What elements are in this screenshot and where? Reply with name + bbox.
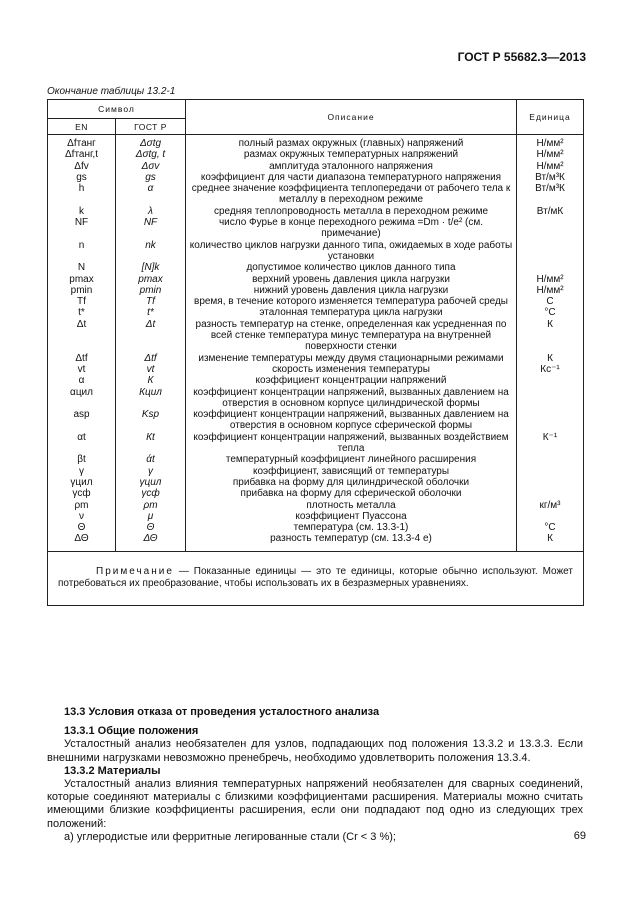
table-row xyxy=(48,432,584,455)
unit: Вт/мК xyxy=(517,206,584,217)
symbol-en: n xyxy=(48,240,116,263)
table-note xyxy=(48,551,584,605)
table-row xyxy=(48,375,584,386)
description: коэффициент концентрации напряжений, вызванных давлением на отверстия в основном корпусе сферической формы xyxy=(186,409,517,432)
description: прибавка на форму для сферической оболочки xyxy=(186,488,517,499)
table-row xyxy=(48,500,584,511)
description: эталонная температура цикла нагрузки xyxy=(186,307,517,318)
table-caption: Окончание таблицы 13.2-1 xyxy=(47,86,176,97)
table-row xyxy=(48,285,584,296)
table-row xyxy=(48,319,584,353)
description: температурный коэффициент линейного расширения xyxy=(186,454,517,465)
symbol-gost: К xyxy=(116,375,186,386)
symbol-gost: pmax xyxy=(116,274,186,285)
symbol-gost: Кt xyxy=(116,432,186,455)
description: средняя теплопроводность металла в переходном режиме xyxy=(186,206,517,217)
description: полный размах окружных (главных) напряжений xyxy=(186,135,517,150)
unit: Вт/м³К xyxy=(517,183,584,206)
unit xyxy=(517,409,584,432)
page-number: 69 xyxy=(573,830,586,842)
table-row xyxy=(48,409,584,432)
symbol-gost: Δσv xyxy=(116,161,186,172)
symbol-en: γ xyxy=(48,466,116,477)
table-row xyxy=(48,262,584,273)
table-row xyxy=(48,522,584,533)
unit: К⁻¹ xyxy=(517,432,584,455)
description: прибавка на форму для цилиндрической оболочки xyxy=(186,477,517,488)
symbol-en: ρm xyxy=(48,500,116,511)
symbol-gost: α xyxy=(116,183,186,206)
unit: Н/мм² xyxy=(517,285,584,296)
symbol-en: γцил xyxy=(48,477,116,488)
symbol-en: Θ xyxy=(48,522,116,533)
description: разность температур на стенке, определенная как усредненная по всей стенке температура минус температура на внутренней поверхности стенки xyxy=(186,319,517,353)
symbol-en: NF xyxy=(48,217,116,240)
description: число Фурье в конце переходного режима =Dm · t/e² (см. примечание) xyxy=(186,217,517,240)
symbol-en: gs xyxy=(48,172,116,183)
unit: Н/мм² xyxy=(517,135,584,150)
description: верхний уровень давления цикла нагрузки xyxy=(186,274,517,285)
table-row xyxy=(48,172,584,183)
symbol-gost: Δσtg, t xyxy=(116,149,186,160)
table-row xyxy=(48,149,584,160)
symbol-gost: NF xyxy=(116,217,186,240)
symbol-gost: Δtf xyxy=(116,353,186,364)
unit xyxy=(517,477,584,488)
symbol-gost: Ksp xyxy=(116,409,186,432)
symbol-gost: vt xyxy=(116,364,186,375)
symbol-en: αцил xyxy=(48,387,116,410)
unit: Кс⁻¹ xyxy=(517,364,584,375)
paragraph-13-3-2: Усталостный анализ влияния температурных напряжений необязателен для сварных соединений, которые соединяют материалы с близкими коэффициентами расширения. Материалы можно считать имеющими близкие коэффициенты расширения, если они подпадают под одно из следующих трех положений: xyxy=(47,778,583,830)
symbol-gost: Θ xyxy=(116,522,186,533)
table-row xyxy=(48,135,584,150)
table-row xyxy=(48,217,584,240)
unit: К xyxy=(517,353,584,364)
table-row xyxy=(48,533,584,551)
table-row xyxy=(48,387,584,410)
symbol-en: Δfтанг xyxy=(48,135,116,150)
symbol-en: αt xyxy=(48,432,116,455)
unit xyxy=(517,454,584,465)
symbol-gost: gs xyxy=(116,172,186,183)
table-row xyxy=(48,511,584,522)
description: амплитуда эталонного напряжения xyxy=(186,161,517,172)
symbol-en: vt xyxy=(48,364,116,375)
description: коэффициент концентрации напряжений, вызванных давлением на отверстия в основном корпусе цилиндрической формы xyxy=(186,387,517,410)
symbols-table xyxy=(47,99,584,606)
symbol-gost: γ xyxy=(116,466,186,477)
symbol-gost: γсф xyxy=(116,488,186,499)
symbol-gost: Tf xyxy=(116,296,186,307)
symbol-en: Δfтанг,t xyxy=(48,149,116,160)
paragraph-13-3-1: Усталостный анализ необязателен для узлов, подпадающих под положения 13.3.2 и 13.3.3. Если внешними нагрузками невозможно пренебречь, необходимо удовлетворить положения 13.3.4. xyxy=(47,738,583,764)
symbol-gost: [N]k xyxy=(116,262,186,273)
symbol-gost: γцил xyxy=(116,477,186,488)
unit xyxy=(517,511,584,522)
table-row xyxy=(48,454,584,465)
symbol-en: Tf xyxy=(48,296,116,307)
symbol-gost: Δt xyxy=(116,319,186,353)
unit xyxy=(517,262,584,273)
description: скорость изменения температуры xyxy=(186,364,517,375)
note-label: Примечание xyxy=(96,565,174,577)
table-row xyxy=(48,353,584,364)
description: допустимое количество циклов данного типа xyxy=(186,262,517,273)
symbol-en: t* xyxy=(48,307,116,318)
gost-header: ГОСТ Р xyxy=(116,119,186,135)
symbol-en: N xyxy=(48,262,116,273)
description: размах окружных температурных напряжений xyxy=(186,149,517,160)
description: коэффициент концентрации напряжений xyxy=(186,375,517,386)
description: нижний уровень давления цикла нагрузки xyxy=(186,285,517,296)
table-row xyxy=(48,466,584,477)
unit xyxy=(517,387,584,410)
symbol-gost: Δσtg xyxy=(116,135,186,150)
symbol-en: βt xyxy=(48,454,116,465)
unit-header: Единица xyxy=(517,100,584,135)
description: среднее значение коэффициента теплопередачи от рабочего тела к металлу в переходном режиме xyxy=(186,183,517,206)
body-text xyxy=(47,706,583,844)
standard-header: ГОСТ Р 55682.3—2013 xyxy=(457,50,586,64)
table-row xyxy=(48,364,584,375)
symbol-en: pmin xyxy=(48,285,116,296)
unit xyxy=(517,466,584,477)
symbol-en: ν xyxy=(48,511,116,522)
unit: Вт/м³К xyxy=(517,172,584,183)
symbol-en: γсф xyxy=(48,488,116,499)
unit: Н/мм² xyxy=(517,274,584,285)
description: разность температур (см. 13.3-4 е) xyxy=(186,533,517,551)
table-row xyxy=(48,296,584,307)
unit: С xyxy=(517,296,584,307)
symbol-en: pmax xyxy=(48,274,116,285)
description: коэффициент концентрации напряжений, вызванных воздействием тепла xyxy=(186,432,517,455)
table-row xyxy=(48,161,584,172)
unit: °С xyxy=(517,522,584,533)
table-row xyxy=(48,274,584,285)
symbol-en: Δfv xyxy=(48,161,116,172)
description: изменение температуры между двумя стационарными режимами xyxy=(186,353,517,364)
symbol-gost: t* xyxy=(116,307,186,318)
unit xyxy=(517,240,584,263)
description: температура (см. 13.3-1) xyxy=(186,522,517,533)
unit: К xyxy=(517,319,584,353)
symbol-en: k xyxy=(48,206,116,217)
unit: К xyxy=(517,533,584,551)
list-item-a: а) углеродистые или ферритные легированные стали (Cr < 3 %); xyxy=(64,830,396,843)
symbol-gost: άt xyxy=(116,454,186,465)
symbol-gost: λ xyxy=(116,206,186,217)
symbol-en: ΔΘ xyxy=(48,533,116,551)
section-13-3-title: 13.3 Условия отказа от проведения усталостного анализа xyxy=(64,706,380,718)
unit xyxy=(517,488,584,499)
table-row xyxy=(48,183,584,206)
unit: кг/м³ xyxy=(517,500,584,511)
symbol-gost: pmin xyxy=(116,285,186,296)
unit: Н/мм² xyxy=(517,149,584,160)
symbol-gost: nk xyxy=(116,240,186,263)
table-row xyxy=(48,240,584,263)
description: коэффициент для части диапазона температурного напряжения xyxy=(186,172,517,183)
table-row xyxy=(48,477,584,488)
unit xyxy=(517,217,584,240)
table-row xyxy=(48,206,584,217)
description: коэффициент Пуассона xyxy=(186,511,517,522)
description: время, в течение которого изменяется температура рабочей среды xyxy=(186,296,517,307)
symbol-en: Δt xyxy=(48,319,116,353)
symbol-en: h xyxy=(48,183,116,206)
description-header: Описание xyxy=(186,100,517,135)
section-13-3-2-title: 13.3.2 Материалы xyxy=(64,764,161,777)
description: плотность металла xyxy=(186,500,517,511)
unit: °С xyxy=(517,307,584,318)
table-row xyxy=(48,488,584,499)
unit: Н/мм² xyxy=(517,161,584,172)
symbol-gost: ΔΘ xyxy=(116,533,186,551)
symbol-gost: μ xyxy=(116,511,186,522)
symbol-en: Δtf xyxy=(48,353,116,364)
table-row xyxy=(48,307,584,318)
symbol-en: α xyxy=(48,375,116,386)
symbol-gost: Кцил xyxy=(116,387,186,410)
unit xyxy=(517,375,584,386)
description: количество циклов нагрузки данного типа, ожидаемых в ходе работы установки xyxy=(186,240,517,263)
description: коэффициент, зависящий от температуры xyxy=(186,466,517,477)
symbol-header: Символ xyxy=(48,100,186,119)
symbol-gost: ρm xyxy=(116,500,186,511)
en-header: EN xyxy=(48,119,116,135)
section-13-3-1-title: 13.3.1 Общие положения xyxy=(64,725,199,738)
note-text: — Показанные единицы — это те единицы, которые обычно используют. Может потребоваться их преобразование, чтобы использовать их в безразмерных уравнениях. xyxy=(58,565,573,590)
symbol-en: asp xyxy=(48,409,116,432)
